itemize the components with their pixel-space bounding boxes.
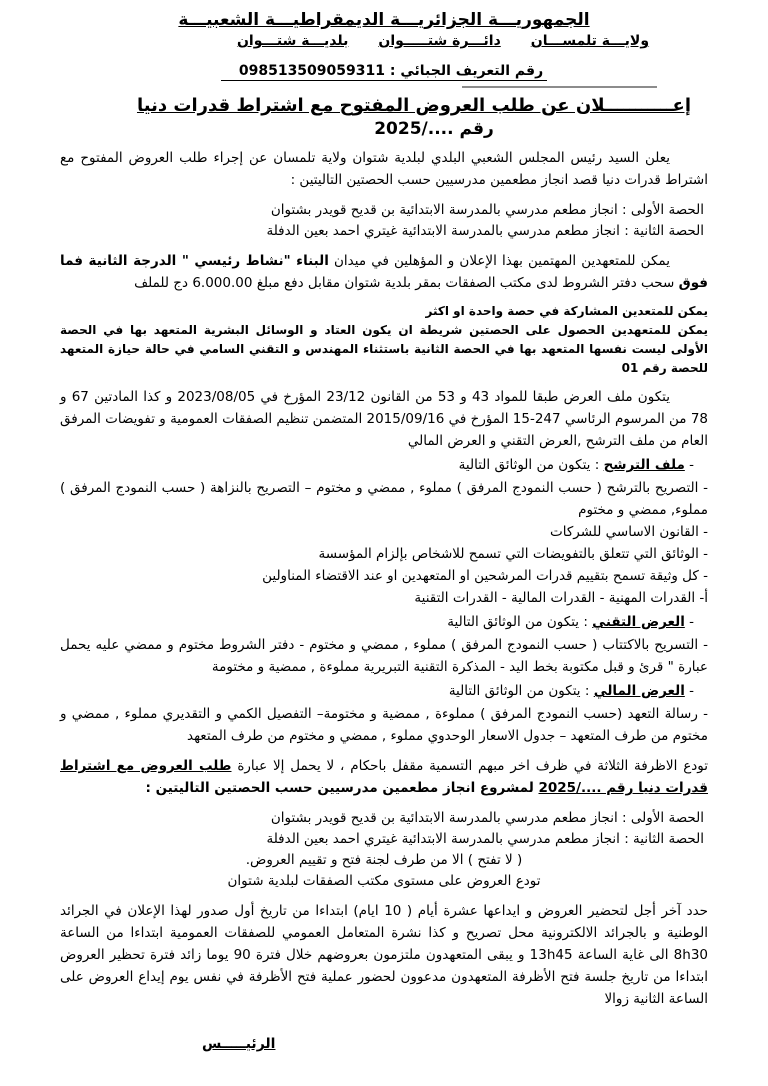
announcement-number: رقم ..../2025 <box>374 119 494 139</box>
administrative-line <box>60 33 708 49</box>
candidature-rest: : يتكون من الوثائق التالية <box>458 457 604 473</box>
envelope-paragraph <box>60 755 708 799</box>
daira-label: دائـــرة شتـــــوان <box>378 33 501 49</box>
divider-rule <box>462 86 657 88</box>
candidature-item: - كل وثيقة تسمح بتقييم قدرات المرشحين او المتعهدين او عند الاقتضاء المناولين <box>262 568 708 584</box>
lot-1-repeat: الحصة الأولى : انجاز مطعم مدرسي بالمدرسة الابتدائية بن قديح قويدر بشتوان <box>270 810 704 826</box>
withdrawal-post: سحب دفتر الشروط لدى مكتب الصفقات بمقر بلدية شتوان مقابل دفع مبلغ 6.000.00 دج للملف <box>134 275 679 291</box>
tax-id-value: رقم التعريف الجبائي : 098513509059311 <box>221 63 547 81</box>
lot-2: الحصة الثانية : انجاز مطعم مدرسي بالمدرسة الابتدائية غيتري احمد بعين الدفلة <box>266 223 704 239</box>
withdrawal-qualification: البناء "نشاط رئيسي " الدرجة الثانية فما فوق <box>60 253 708 291</box>
lot-2-repeat: الحصة الثانية : انجاز مطعم مدرسي بالمدرسة الابتدائية غيتري احمد بعين الدفلة <box>266 831 704 847</box>
commune-label: بلديـــة شتـــوان <box>236 33 349 49</box>
technical-dash: - <box>684 614 694 630</box>
participation-note: يمكن للمتعدين المشاركة في حصة واحدة او اكثر <box>425 304 708 318</box>
envelope-label: طلب العروض مع اشتراط قدرات دنيا رقم ..../2025 <box>60 758 708 796</box>
technical-title: العرض التقني <box>592 614 685 630</box>
financial-rest: : يتكون من الوثائق التالية <box>448 683 594 699</box>
lots-list <box>60 200 708 242</box>
announcement-title: إعـــــــــــلان عن طلب العروض المفتوح مع اشتراط قدرات دنيا <box>136 95 692 116</box>
candidature-item: - القانون الاساسي للشركات <box>550 524 708 540</box>
financial-title: العرض المالي <box>593 683 685 699</box>
intro-paragraph: يعلن السيد رئيس المجلس الشعبي البلدي لبلدية شتوان ولاية تلمسان عن إجراء طلب العروض المفتوح مع اشتراط قدرات دنيا قصد انجاز مطعمين مدرسيين حسب الحصتين التاليتين : <box>60 150 708 188</box>
legal-references: يتكون ملف العرض طبقا للمواد 43 و 53 من القانون 23/12 المؤرخ في 2023/08/05 و كذا المادتين 67 و 78 من المرسوم الرئاسي 247-15 المؤرخ في 2015/09/16 المتضمن تنظيم الصفقات العمومية و تفويضات المرفق العام من ملف الترشح ,العرض التقني و العرض المالي <box>60 389 708 449</box>
candidature-title: ملف الترشح <box>603 457 685 473</box>
candidature-item: أ- القدرات المهنية - القدرات المالية - القدرات التقنية <box>414 590 708 606</box>
technical-heading <box>60 611 708 634</box>
candidature-item: - التصريح بالترشح ( حسب النمودج المرفق ) مملوء , ممضي و مختوم – التصريح بالنزاهة ( حسب النمودج المرفق ) مملوء, ممضي و مختوم <box>60 480 708 518</box>
technical-rest: : يتكون من الوثائق التالية <box>447 614 593 630</box>
deposit-location-note: تودع العروض على مستوى مكتب الصفقات لبلدية شتوان <box>227 873 541 889</box>
combination-note: يمكن للمتعهدين الحصول على الحصتين شريطة ان يكون العتاد و الوسائل البشرية المتعهد بها في الحصة الأولى ليست نفسها المتعهد بها في الحصة الثانية باستثناء المهندس و التقني السامي في حالة حيازة المتعهد للحصة رقم 01 <box>60 323 708 375</box>
candidature-item: - الوثائق التي تتعلق بالتفويضات التي تسمح للاشخاص بإلزام المؤسسة <box>318 546 708 562</box>
president-signature: الرئيـــــس <box>202 1036 276 1052</box>
candidature-dash: - <box>684 457 694 473</box>
financial-heading <box>60 680 708 703</box>
deadline-paragraph: حدد آخر أجل لتحضير العروض و ايداعها عشرة أيام ( 10 ايام) ابتداءا من تاريخ أول صدور لهذا الإعلان في الجرائد الوطنية و بالجرائد الالكترونية محل تصريح و كذا نشرة المتعامل العمومي للصفقات العمومية ابتداءا من الساعة 8h30 الى غاية الساعة 13h45 و يبقى المتعهدون ملتزمون بعروضهم خلال فترة 90 يوما زائد فترة تحظير العروض ابتداءا من تاريخ جلسة فتح الأظرفة المتعهدون مدعوون لحضور عملية فتح الأظرفة في نفس يوم إيداع العروض على الساعة الثانية زوالا <box>60 903 709 1007</box>
candidature-heading <box>60 454 708 477</box>
withdrawal-paragraph <box>60 250 708 294</box>
lots-list-repeat <box>60 808 708 850</box>
withdrawal-pre: يمكن للمتعهدين المهتمين بهذا الإعلان و المؤهلين في ميدان <box>328 253 670 269</box>
no-open-note: ( لا تفتح ) الا من طرف لجنة فتح و تقييم العروض. <box>245 852 523 868</box>
president-signature-line <box>60 1036 708 1052</box>
envelope-tail: لمشروع انجاز مطعمين مدرسيين حسب الحصتين التاليتين : <box>145 780 539 796</box>
envelope-pre: تودع الاظرفة الثلاثة في ظرف اخر مبهم التسمية مقفل باحكام ، لا يحمل إلا عبارة <box>231 758 708 774</box>
financial-item: - رسالة التعهد (حسب النمودج المرفق ) مملوءة , ممضية و مختومة– التفصيل الكمي و التقديري مملوء , ممضي و مختوم من طرف المتعهد – جدول الاسعار الوحدوي مملوء , ممضي و مختوم من طرف المتعهد <box>60 706 708 744</box>
technical-item: - التسريح بالاكتتاب ( حسب النمودج المرفق ) مملوء , ممضي و مختوم - دفتر الشروط مختوم و ممضي عليه يحمل عبارة " قرئ و قبل مكتوبة بخط اليد - المذكرة التقنية التبريرية مملوءة , ممضية و مختومة <box>60 637 708 675</box>
wilaya-label: ولايـــة تلمســـان <box>530 33 650 49</box>
lot-1: الحصة الأولى : انجاز مطعم مدرسي بالمدرسة الابتدائية بن قديح قويدر بشتوان <box>270 202 704 218</box>
tax-id-line <box>60 63 708 79</box>
financial-dash: - <box>684 683 694 699</box>
republic-title: الجمهوريـــة الجزائريـــة الديمقراطيـــة الشعبيـــة <box>178 10 590 30</box>
